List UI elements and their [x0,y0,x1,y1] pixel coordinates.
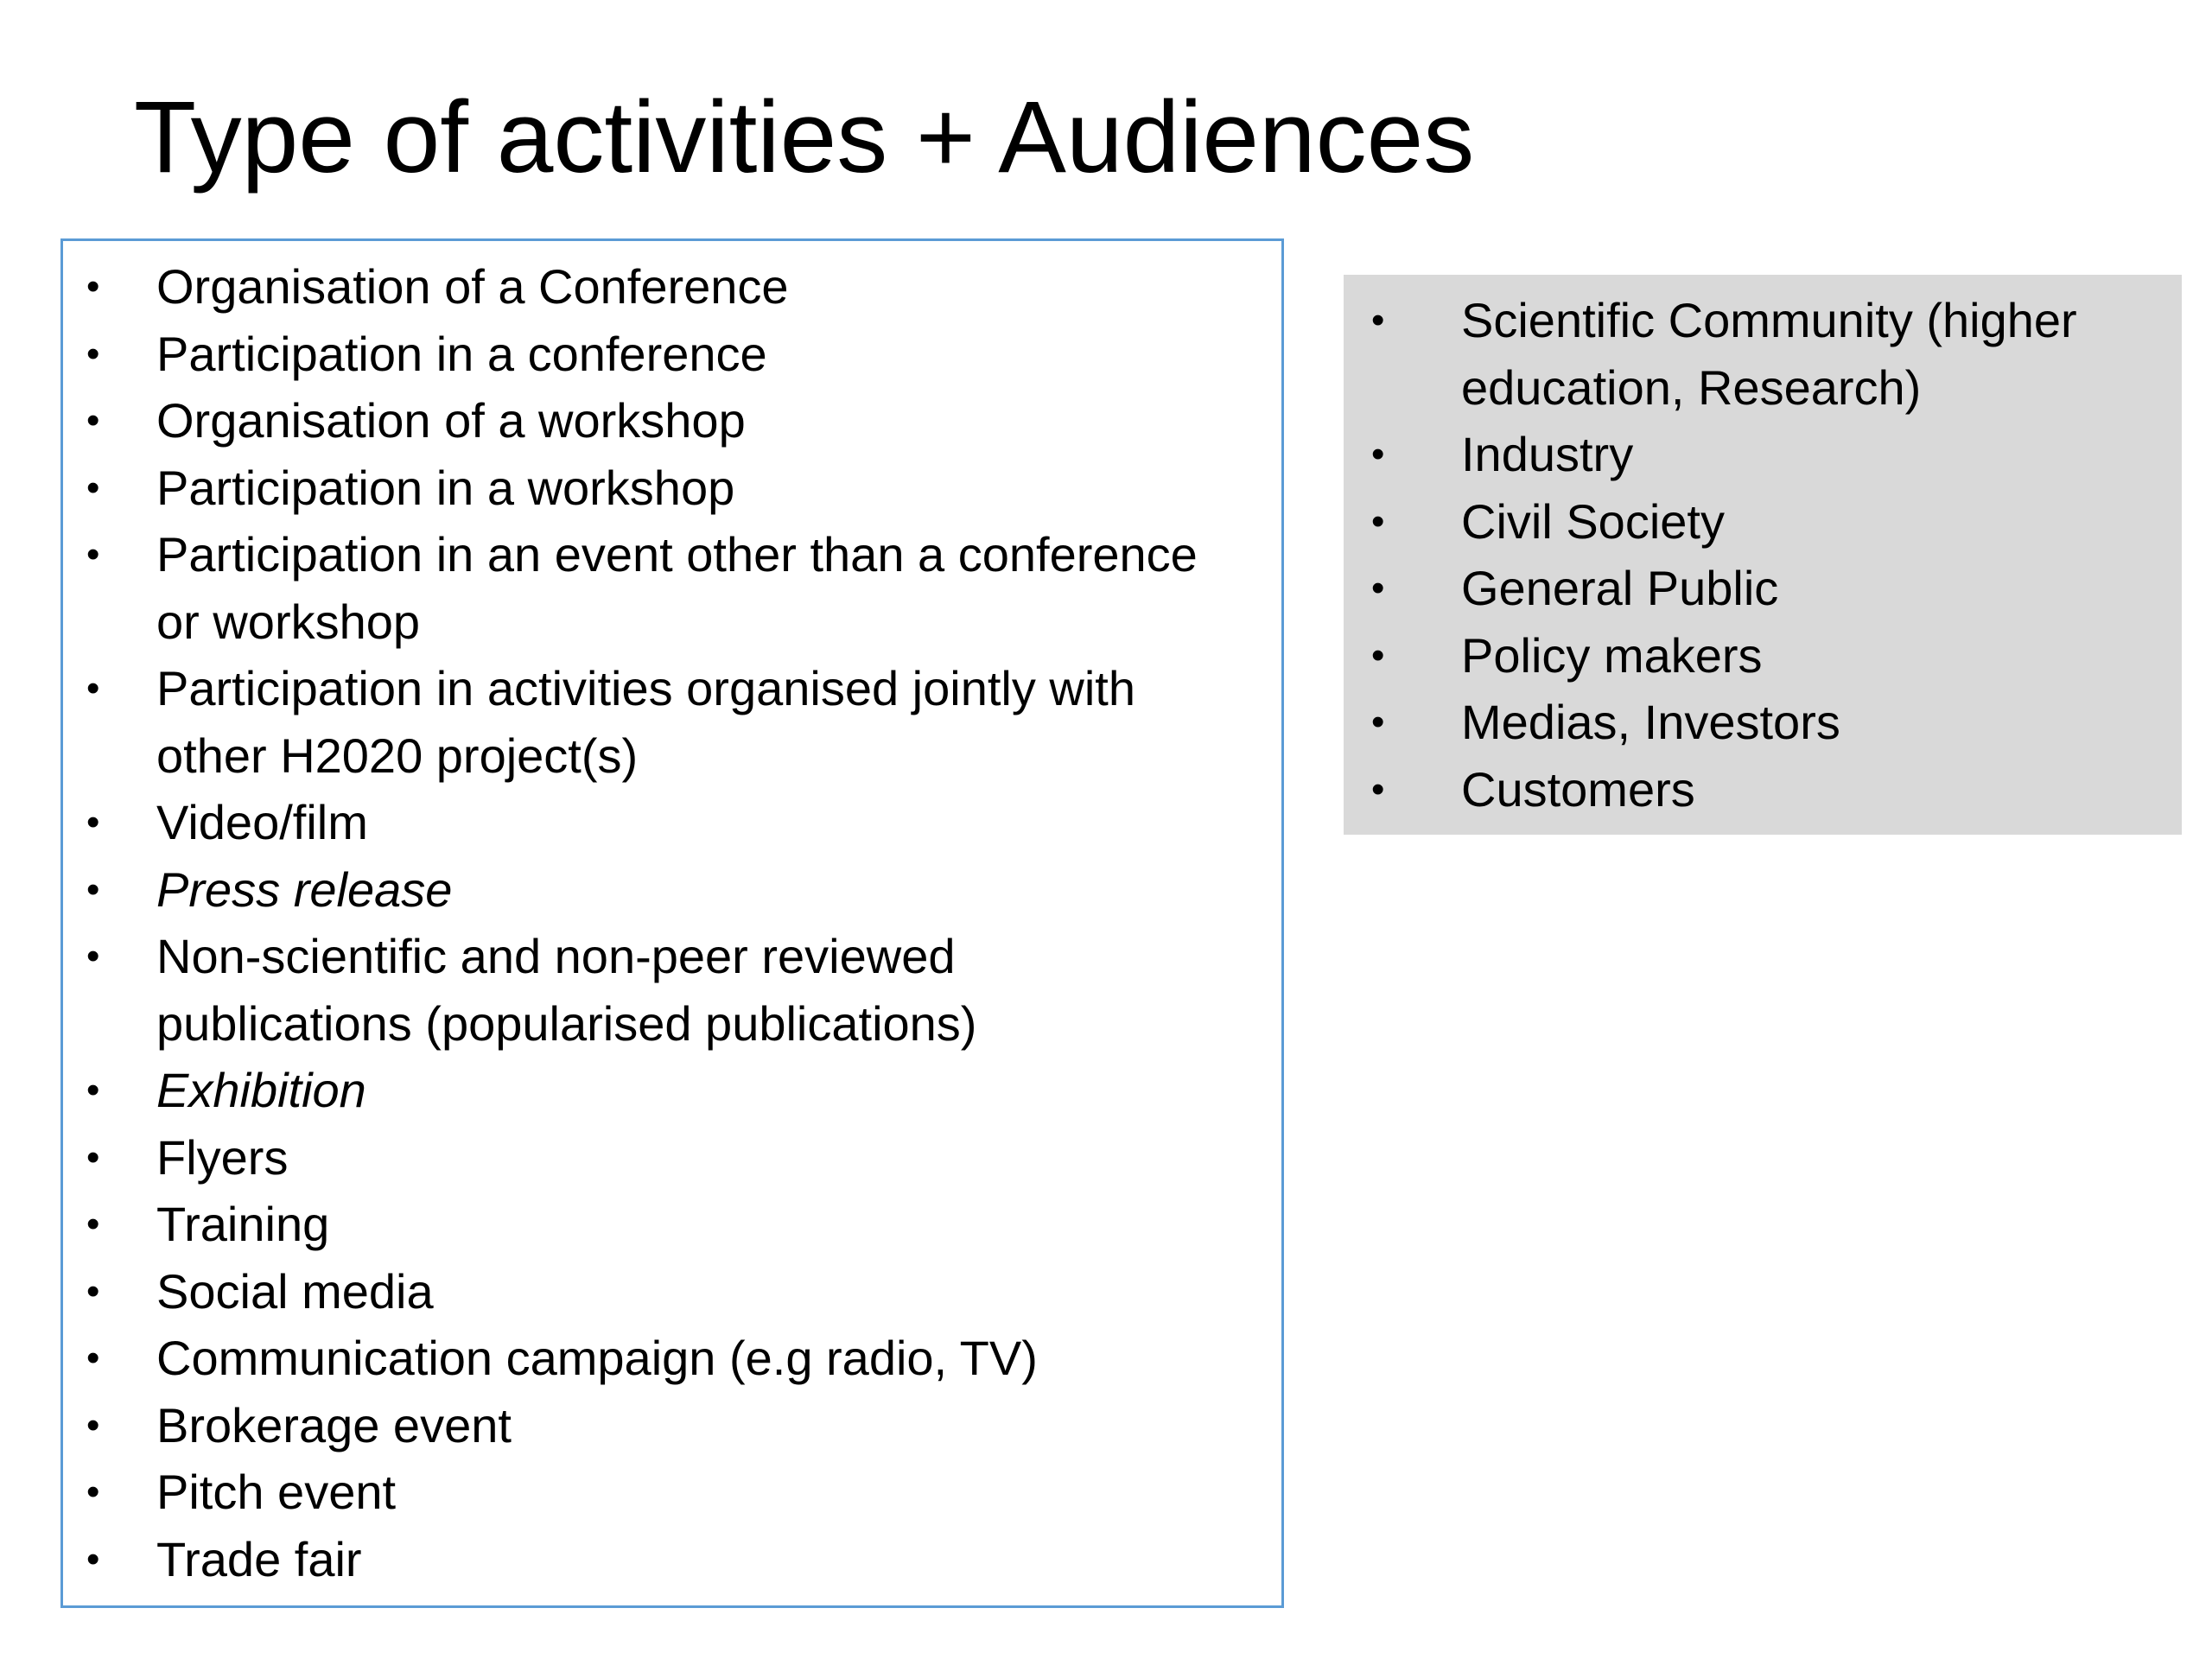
bullet-icon: • [86,1537,100,1580]
activity-item-text [86,1191,1198,1258]
activity-item-line: publications (popularised publications) [156,995,977,1051]
bullet-icon: • [86,1269,100,1313]
activity-item-text [86,1124,1198,1192]
activity-item-line: Flyers [156,1129,289,1185]
bullet-icon: • [1371,701,1385,743]
bullet-icon: • [1371,299,1385,341]
bullet-icon: • [86,332,100,375]
activity-item [86,253,1198,321]
audience-item-line: Civil Society [1461,493,1725,549]
activity-item-text [86,1057,1198,1124]
activity-item-text [86,387,1198,454]
activity-item-line: Pitch event [156,1465,397,1519]
audience-item-line: Customers [1461,761,1695,817]
bullet-icon: • [1371,567,1385,609]
activity-item [86,1325,1198,1392]
activity-item-text [86,1392,1198,1459]
activity-item-text [86,923,1198,1057]
audience-item-line: Industry [1461,427,1634,481]
audience-item [1371,488,2077,556]
activity-item-text [86,1258,1198,1325]
activity-item-line: Exhibition [156,1063,366,1117]
audience-item [1371,689,2077,756]
activity-item [86,321,1198,388]
audience-item-text [1371,488,2077,556]
bullet-icon: • [86,1203,100,1245]
audience-item-line: Policy makers [1461,627,1763,683]
audiences-box [1344,275,2182,835]
activity-item [86,387,1198,454]
bullet-icon: • [86,466,100,509]
activities-box [60,238,1284,1608]
audience-item-line: General Public [1461,561,1779,615]
activity-item-line: Communication campaign (e.g radio, TV) [156,1331,1038,1385]
activity-item-line: Non-scientific and non-peer reviewed [156,929,956,983]
audience-item-line: education, Research) [1461,359,1922,415]
activity-item [86,521,1198,655]
activity-item-line: Training [156,1197,330,1251]
activity-item-text [86,856,1198,924]
activity-item [86,454,1198,522]
activity-item-line: Participation in a conference [156,326,767,381]
bullet-icon: • [86,399,100,442]
bullet-icon: • [86,801,100,843]
audience-item-text [1371,421,2077,488]
activity-item [86,1191,1198,1258]
audience-item-text [1371,555,2077,622]
activity-item [86,789,1198,856]
activity-item-text [86,253,1198,321]
bullet-icon: • [86,868,100,911]
audience-item-text [1371,622,2077,690]
bullet-icon: • [86,1069,100,1111]
activity-item-line: or workshop [156,594,421,649]
activity-item-line: Press release [156,861,453,917]
audience-item-line: Scientific Community (higher [1461,293,2077,347]
audience-item [1371,622,2077,690]
activity-item-text [86,1325,1198,1392]
activity-item-line: Organisation of a Conference [156,259,789,314]
activity-item-text [86,521,1198,655]
audience-item [1371,555,2077,622]
audience-item-line: Medias, Investors [1461,695,1840,749]
bullet-icon: • [1371,767,1385,810]
bullet-icon: • [86,1135,100,1179]
activity-item-line: Social media [156,1263,434,1319]
audience-item [1371,756,2077,823]
activity-item-line: Brokerage event [156,1397,512,1452]
activity-item-line: Video/film [156,795,368,849]
activity-item-line: other H2020 project(s) [156,728,639,783]
bullet-icon: • [86,667,100,709]
activities-list [86,253,1198,1592]
audience-item-text [1371,287,2077,421]
bullet-icon: • [86,533,100,575]
bullet-icon: • [86,1403,100,1446]
slide-title: Type of activities + Audiences [134,80,1475,194]
activity-item-text [86,454,1198,522]
activity-item [86,1124,1198,1192]
activity-item [86,1459,1198,1526]
activity-item-line: Participation in activities organised jointly with [156,661,1135,715]
activity-item-text [86,789,1198,856]
activity-item-text [86,1526,1198,1593]
activity-item-text [86,655,1198,789]
bullet-icon: • [86,1337,100,1379]
activity-item [86,1392,1198,1459]
audience-item [1371,287,2077,421]
activity-item-text [86,321,1198,388]
bullet-icon: • [86,935,100,977]
activity-item-text [86,1459,1198,1526]
activity-item [86,1057,1198,1124]
activity-item-line: Participation in an event other than a conference [156,527,1198,582]
activity-item [86,1526,1198,1593]
activity-item-line: Organisation of a workshop [156,393,746,448]
audience-item-text [1371,756,2077,823]
audience-item [1371,421,2077,488]
activity-item [86,923,1198,1057]
activity-item-line: Participation in a workshop [156,460,735,515]
audiences-list [1371,287,2077,823]
bullet-icon: • [1371,433,1385,475]
bullet-icon: • [86,265,100,308]
activity-item [86,856,1198,924]
activity-item [86,1258,1198,1325]
audience-item-text [1371,689,2077,756]
activity-item [86,655,1198,789]
bullet-icon: • [1371,499,1385,543]
bullet-icon: • [86,1471,100,1513]
bullet-icon: • [1371,633,1385,677]
activity-item-line: Trade fair [156,1531,362,1586]
